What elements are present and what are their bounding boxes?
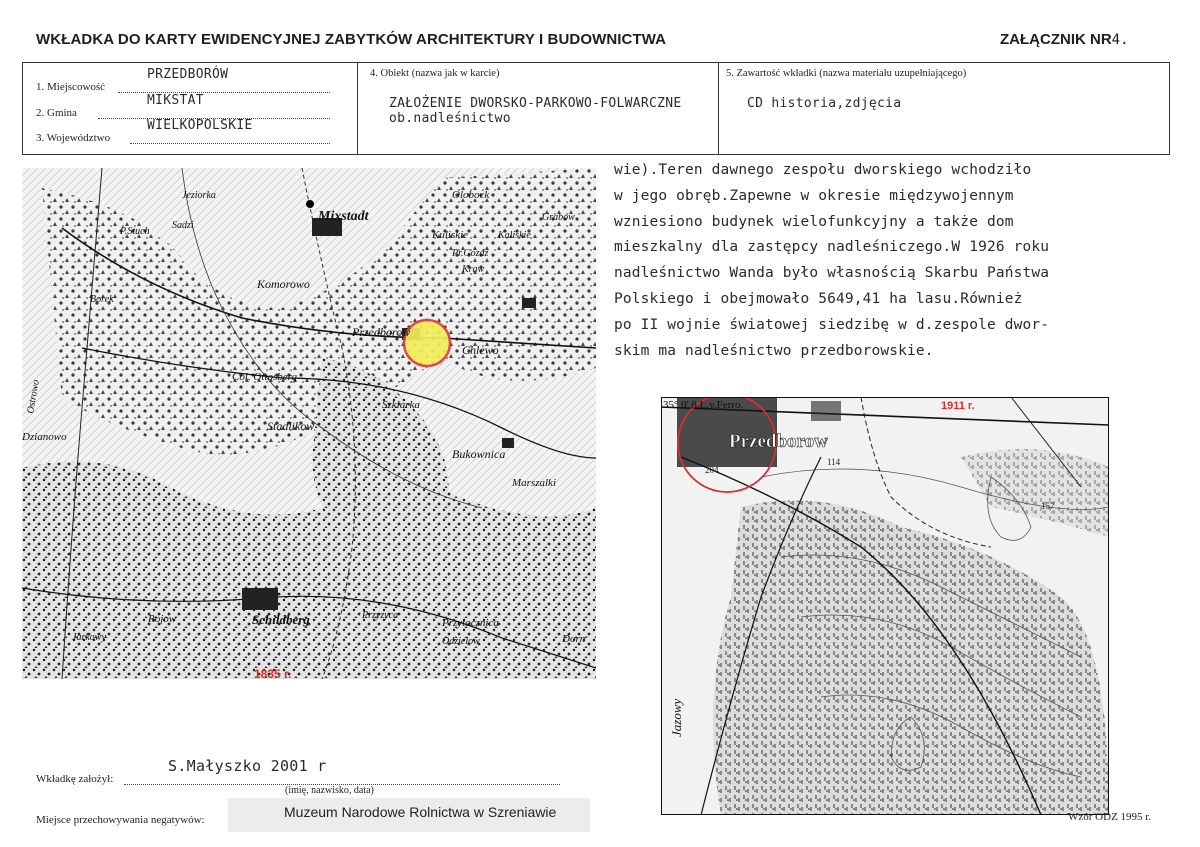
map-label-kaliskie: Kaliskie [498, 230, 531, 241]
description-line: skim ma nadleśnictwo przedborowskie. [614, 342, 934, 359]
topographic-map-1911 [661, 397, 1109, 815]
map-label-stadlikow: Stadlikow [267, 419, 315, 433]
map-label-rojow: Rojow [148, 613, 177, 625]
map-1835-drawing [22, 168, 596, 679]
map-label-przedborow: Przedborow [352, 325, 411, 339]
object-value-line1: ZAŁOŻENIE DWORSKO-PARKOWO-FOLWARCZNE [389, 96, 682, 111]
map-label-grabow: Grabow [542, 212, 575, 223]
author-value: S.Małyszko 2001 r [168, 757, 327, 775]
author-sublabel: (imię, nazwisko, data) [285, 785, 374, 796]
map-label-sadzi: Sadzi [172, 220, 194, 231]
document-title: WKŁADKA DO KARTY EWIDENCYJNEJ ZABYTKÓW ARCHITEKTURY I BUDOWNICTWA [36, 31, 667, 48]
map-label-bukownica: Bukownica [452, 447, 506, 461]
description-line: mieszkalny dla zastępcy nadleśniczego.W 1926 roku [614, 239, 1050, 256]
map-label-kuliskie: Kuliskie [432, 229, 469, 241]
map-label-przytocznica: Przytocznica [442, 617, 499, 629]
description-line: Polskiego i obejmowało 5649,41 ha lasu.Również [614, 290, 1023, 307]
map-label-szklarka: Szklarka [382, 399, 420, 411]
annex-label [1000, 31, 1129, 48]
map-label-schildberg: Schildberg [252, 612, 310, 627]
object-label: 4. Obiekt (nazwa jak w karcie) [370, 68, 500, 79]
map-1911-town-label: Przedborow [729, 431, 828, 452]
historical-map-1835 [22, 168, 596, 679]
description-line: po II wojnie światowej siedzibę w d.zespole dwor- [614, 316, 1050, 333]
map-label-mixstadt: Mixstadt [318, 209, 369, 224]
map-label-dorn: Dorn [562, 633, 586, 645]
object-value-line2: ob.nadleśnictwo [389, 111, 511, 126]
map-1911-year-note: 1911 r. [941, 400, 975, 412]
map-label-gozdz: Pr.Gozdz [452, 248, 489, 259]
negatives-label: Miejsce przechowywania negatywów: [36, 814, 205, 826]
map-label-komorowo: Komorowo [257, 277, 310, 291]
description-line: wie).Teren dawnego zespołu dworskiego wchodziło [614, 162, 1032, 178]
map-1835-highlight-circle [404, 320, 450, 366]
content-value: CD historia,zdjęcia [747, 96, 902, 111]
map-label-pstuch: P.Stuch [120, 226, 150, 237]
map-label-dzianowo: Dzianowo [22, 431, 67, 443]
description-text [614, 158, 1174, 364]
map-1911-coord-label: 35° 0' 8.L.v.Ferro. [663, 399, 744, 411]
map-label-kraw: Kraw [462, 264, 485, 275]
map-label-marszalki: Marszalki [512, 477, 556, 489]
map-label-ostrowo: Ostrowo [25, 378, 42, 415]
map-label-przyzyca: Przyzyca [362, 610, 399, 621]
form-divider-2 [718, 62, 719, 155]
annex-number: 4. [1111, 32, 1129, 48]
map-label-jeziorka: Jeziorka [182, 190, 216, 201]
form-template-id: Wzór ODZ 1995 r. [1068, 811, 1152, 823]
annex-label-text: ZAŁĄCZNIK NR [1000, 31, 1112, 48]
voivodeship-label: 3. Województwo [36, 132, 111, 144]
place-label: 1. Miejscowość [36, 81, 106, 93]
form-divider-1 [357, 62, 358, 155]
description-line: w jego obręb.Zapewne w okresie międzywojennym [614, 187, 1014, 204]
map-1911-drawing [661, 397, 1109, 815]
map-1911-elevation-1: 114 [827, 457, 841, 467]
map-label-borek: Borek [90, 294, 114, 305]
voivodeship-value: WIELKOPOLSKIE [147, 118, 253, 133]
map-label-chlewo: Chlewo [462, 343, 499, 357]
map-label-odzielow: Odzielow [442, 636, 480, 647]
description-line: nadleśnictwo Wanda było własnością Skarbu Państwa [614, 265, 1050, 282]
voivodeship-dotline [130, 143, 330, 144]
commune-value: MIKSTAT [147, 93, 204, 108]
content-label: 5. Zawartość wkładki (nazwa materiału uzupełniającego) [726, 68, 967, 79]
place-value: PRZEDBORÓW [147, 67, 229, 82]
map-1911-elevation-3: 157 [1041, 501, 1055, 511]
author-label: Wkładkę założył: [36, 773, 114, 785]
negatives-value: Muzeum Narodowe Rolnictwa w Szreniawie [284, 804, 557, 820]
map-1911-road-label: Jazowy [669, 698, 684, 737]
map-label-olobock: Olobock [452, 189, 490, 201]
commune-label: 2. Gmina [36, 107, 77, 119]
map-label-ottosberg: Col. Ottosberg [232, 371, 297, 383]
map-label-jarkowy: Jarkowy [72, 632, 106, 643]
map-1911-elevation-2: 204 [705, 465, 719, 475]
description-line: wzniesiono budynek wielofunkcyjny a także dom [614, 213, 1014, 230]
map-1835-year-note: 1835 r. [254, 667, 292, 679]
